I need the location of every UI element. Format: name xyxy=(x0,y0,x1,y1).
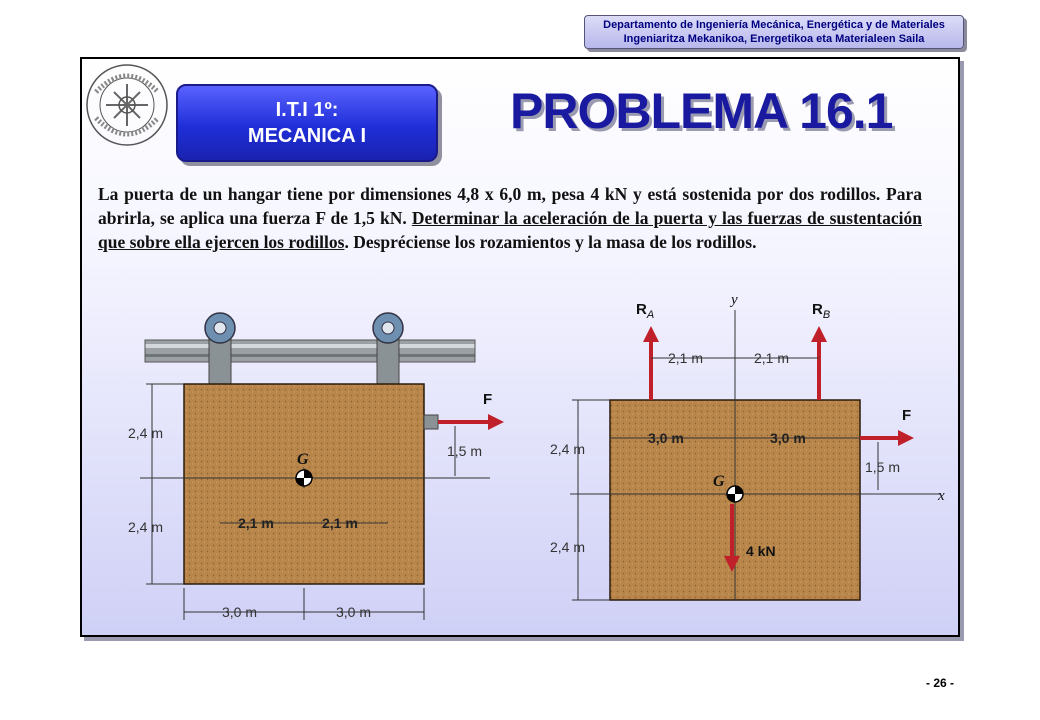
reaction-a-label: $R_A$ xyxy=(636,301,655,321)
reaction-b-arrow xyxy=(811,326,827,400)
force-arrow xyxy=(438,414,504,430)
dim-height-top: 2,4 m xyxy=(550,441,586,457)
dim-half-width-right: 2,1 m xyxy=(322,515,358,531)
force-label: F xyxy=(902,407,912,424)
dim-half-left: 3,0 m xyxy=(648,430,684,446)
free-body-diagram xyxy=(550,290,950,610)
dim-half-right: 3,0 m xyxy=(770,430,806,446)
dim-roller-right: 2,1 m xyxy=(754,350,790,366)
dim-height-top: 2,4 m xyxy=(128,425,164,441)
department-banner xyxy=(584,15,964,49)
department-name: Departamento de Ingeniería Mecánica, Energética y de Materiales xyxy=(603,19,945,31)
dim-force-height: 1,5 m xyxy=(447,443,483,459)
center-of-gravity-icon xyxy=(296,470,312,486)
dim-height-bottom: 2,4 m xyxy=(550,539,586,555)
dim-roller-left: 2,1 m xyxy=(668,350,704,366)
force-label: F xyxy=(483,391,493,408)
course-code: I.T.I 1º: xyxy=(275,99,339,121)
university-seal-icon xyxy=(84,62,170,148)
center-label: G xyxy=(297,451,309,468)
problem-text: La puerta de un hangar tiene por dimensiones 4,8 x 6,0 m, pesa 4 kN y está sostenida por dos rodillos. Para abrirla, se aplica una fuerza F de 1,5 kN. xyxy=(98,184,922,228)
problem-text-end: . Despréciense los rozamientos y la masa de los rodillos. xyxy=(344,232,757,252)
center-of-gravity-icon xyxy=(727,486,743,502)
axis-x-label: x xyxy=(938,488,945,504)
axis-y-label: y xyxy=(731,292,738,308)
course-badge xyxy=(176,84,438,162)
force-arrow xyxy=(860,430,914,446)
weight-label: 4 kN xyxy=(746,543,776,559)
department-name-basque: Ingeniaritza Mekanikoa, Energetikoa eta Materialeen Saila xyxy=(623,33,925,45)
door-handle xyxy=(424,415,438,429)
dim-width-right: 3,0 m xyxy=(336,604,372,620)
page-title: PROBLEMA 16.1 xyxy=(510,83,893,139)
hangar-door-figure xyxy=(110,298,530,628)
dim-half-width-left: 2,1 m xyxy=(238,515,274,531)
center-label: G xyxy=(713,473,725,490)
dim-force-height: 1,5 m xyxy=(865,459,901,475)
reaction-a-arrow xyxy=(643,326,659,400)
course-name: MECANICA I xyxy=(247,125,367,147)
rail xyxy=(145,340,475,362)
dim-width-left: 3,0 m xyxy=(222,604,258,620)
dim-height-bottom: 2,4 m xyxy=(128,519,164,535)
roller-left xyxy=(205,313,235,386)
reaction-b-label: $R_B$ xyxy=(812,301,831,321)
page-number: - 26 - xyxy=(926,676,955,690)
problem-question: Determinar la aceleración de la puerta y las fuerzas de sustentación que sobre ella ejercen los rodillos xyxy=(98,208,922,252)
problem-statement xyxy=(98,182,922,254)
roller-right xyxy=(373,313,403,386)
